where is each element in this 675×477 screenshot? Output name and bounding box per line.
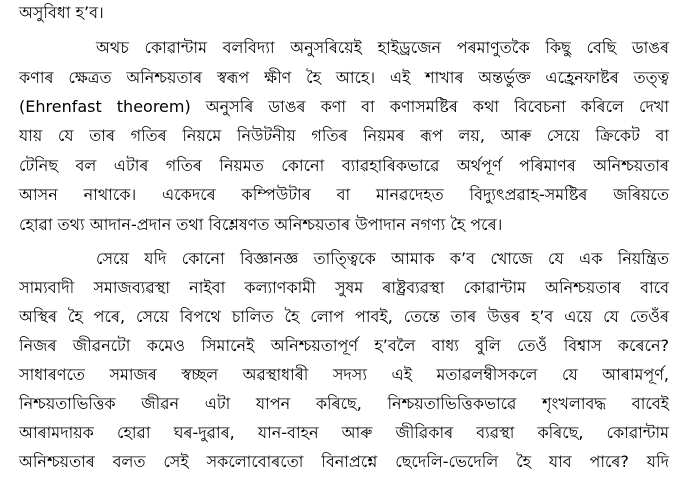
paragraph-line: হোৱা তথ্য আদান-প্ৰদান তথা বিশ্লেষণত অনিশ্চয়তাৰ উপাদান নগণ্য হৈ পৰে। bbox=[19, 215, 503, 234]
paragraph-line: আৰামদায়ক হোৱা ঘৰ-দুৱাৰ, যান-বাহন আৰু জীৱিকাৰ ব্যৱস্থা কৰিছে, কোৱান্টাম bbox=[19, 423, 669, 442]
paragraph-line: অথচ কোৱান্টাম বলবিদ্যা অনুসৰিয়েই হাইড্ৰজেন পৰমাণুতকৈ কিছু বেছি ডাঙৰ bbox=[96, 38, 669, 57]
paragraph-line: সাম্যবাদী সমাজব্যৱস্থা নাইবা কল্যাণকামী সুষম ৰাষ্ট্ৰব্যৱস্থা কোৱান্টাম অনিশ্চয়তাৰ বাবে bbox=[19, 278, 669, 297]
paragraph-line: যায় যে তাৰ গতিৰ নিয়মে নিউটনীয় গতিৰ নিয়মৰ ৰূপ লয়, আৰু সেয়ে ক্ৰিকেট বা bbox=[19, 126, 669, 145]
paragraph-line: আসন নাথাকে। একেদৰে কম্পিউটাৰ বা মানৱদেহত বিদ্যুৎপ্ৰৱাহ-সমষ্টিৰ জৰিয়তে bbox=[19, 185, 669, 204]
paragraph-line: কণাৰ ক্ষেত্ৰত অনিশ্চয়তাৰ স্বৰূপ ক্ষীণ হৈ আহে। এই শাখাৰ অন্তৰ্ভুক্ত এহ্ৰেনফাষ্টৰ তত্ত্ব bbox=[19, 68, 669, 87]
paragraph-line: অস্থিৰ হৈ পৰে, সেয়ে বিপথে চালিত হৈ লোপ পাবই, তেন্তে তাৰ উত্তৰ হ’ব এয়ে যে তেওঁৰ bbox=[19, 307, 669, 326]
paragraph-line: (Ehrenfast theorem) অনুসৰি ডাঙৰ কণা বা কণাসমষ্টিৰ কথা বিবেচনা কৰিলে দেখা bbox=[19, 97, 669, 116]
paragraph-line: নিশ্চয়তাভিত্তিক জীৱন এটা যাপন কৰিছে, নিশ্চয়তাভিত্তিকভাৱে শৃংখলাবদ্ধ বাবেই bbox=[19, 394, 669, 413]
paragraph-line: সাধাৰণতে সমাজৰ স্বচ্ছল অৱস্থাধাৰী সদস্য এই মতাৱলম্বীসকলে যে আৰামপূৰ্ণ, bbox=[19, 365, 669, 384]
paragraph-line: সেয়ে যদি কোনো বিজ্ঞানজ্ঞ তাত্ত্বিকে আমাক ক’ব খোজে যে এক নিয়ন্ত্ৰিত bbox=[96, 249, 669, 268]
paragraph-line: অনিশ্চয়তাৰ বলত সেই সকলোবোৰতো বিনাপ্ৰশ্নে ছেদেলি-ভেদেলি হৈ যাব পাৰে? যদি bbox=[19, 452, 669, 471]
paragraph-line: অসুবিধা হ’ব। bbox=[19, 3, 104, 22]
paragraph-line: টেনিছ বল এটাৰ গতিৰ নিয়মত কোনো ব্যাৱহাৰিকভাৱে অৰ্থপূৰ্ণ পৰিমাণৰ অনিশ্চয়তাৰ bbox=[19, 156, 669, 175]
paragraph-line: নিজৰ জীৱনটো কমেও সিমানেই অনিশ্চয়তাপূৰ্ণ হ’বলৈ বাধ্য বুলি তেওঁ বিশ্বাস কৰেনে? bbox=[19, 336, 669, 355]
